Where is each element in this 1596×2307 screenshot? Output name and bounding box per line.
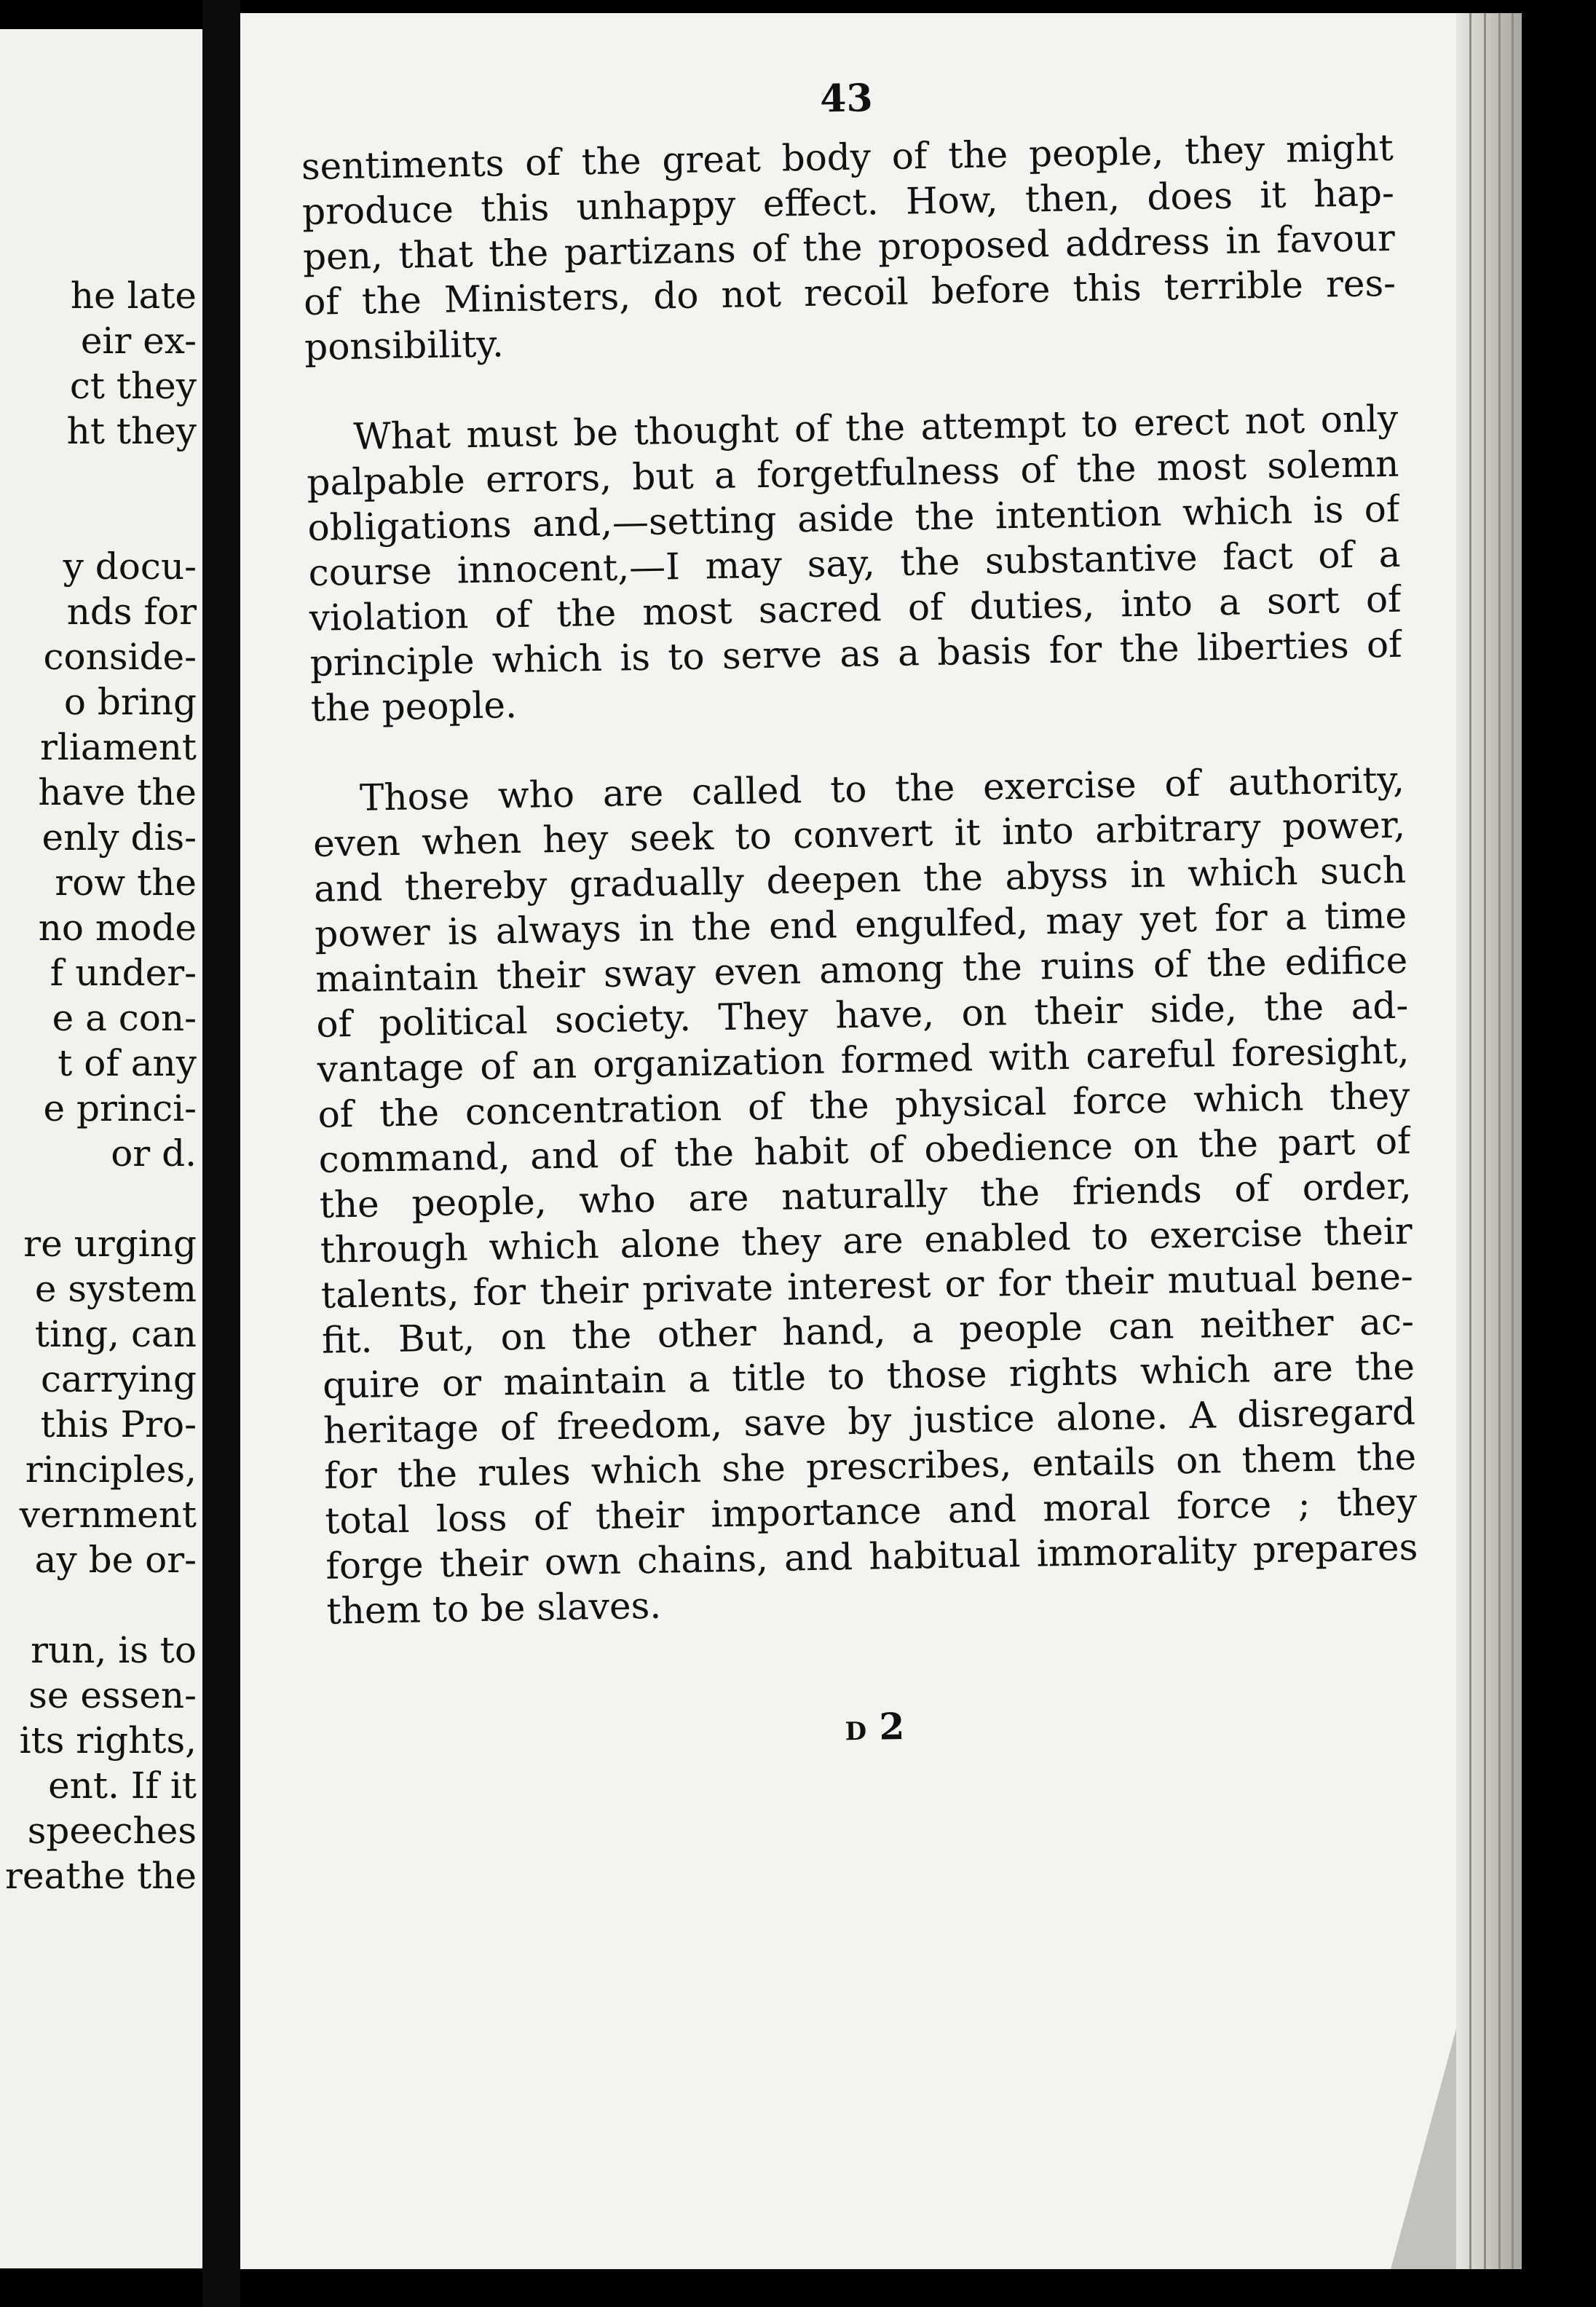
facing-page-line: row the [55,861,197,904]
facing-page-line: t of any [58,1042,197,1084]
facing-page-line: rliament [40,726,197,768]
text-line: obligations and,—setting aside the intention which is of [307,487,1400,549]
facing-page-line [0,1582,197,1628]
text-line: power is always in the end engulfed, may yet for a time [314,894,1407,955]
text-line: and thereby gradually deepen the abyss in which such [313,848,1407,910]
facing-page-line: run, is to [31,1629,197,1671]
text-line: maintain their sway even among the ruins of the edifice [315,939,1408,1001]
facing-page-line: f under- [50,952,197,994]
text-line: Those who are called to the exercise of authority, [359,758,1405,819]
text-line: What must be thought of the attempt to erect not only [352,397,1399,458]
text-line: sentiments of the great body of the people, they might [301,126,1394,188]
paragraph-1 [301,125,1396,370]
facing-page-line: re urging [23,1223,197,1265]
facing-page-line: have the [38,771,197,813]
text-line: the people. [310,683,518,730]
facing-page-line: speeches [27,1810,197,1852]
page-number: 43 [819,76,874,122]
facing-page-line: he late [70,275,197,317]
text-line: total loss of their importance and moral force ; they [324,1480,1418,1542]
facing-page-line [0,1176,197,1221]
text-line: vantage of an organization formed with careful foresight, [317,1029,1410,1091]
page-edges [1456,13,1522,2269]
facing-page-text [0,273,197,1898]
facing-page-line: no mode [38,907,197,949]
text-line: the people, who are naturally the friends of order, [319,1164,1413,1226]
facing-page [0,29,202,2268]
text-line: for the rules which she prescribes, entails on them the [323,1435,1417,1497]
paragraph-2 [306,396,1403,731]
signature-number: 2 [878,1704,905,1748]
facing-page-line: eir ex- [80,320,197,362]
facing-page-line: e princi- [43,1087,197,1129]
text-line: violation of the most sacred of duties, into a sort of [309,577,1402,639]
text-line: talents, for their private interest or for their mutual bene- [320,1255,1414,1317]
facing-page-line [0,454,197,499]
text-line: course innocent,—I may say, the substantive fact of a [308,532,1401,594]
facing-page-line: ting, can [34,1313,197,1355]
signature-letter: D [845,1716,867,1747]
text-line: quire or maintain a title to those rights which are the [322,1345,1415,1407]
text-line: pen, that the partizans of the proposed address in favour [302,216,1396,278]
facing-page-line: ent. If it [48,1764,197,1807]
page-body [300,67,1421,1759]
facing-page-line: vernment [19,1494,197,1536]
facing-page-line: e system [34,1268,197,1310]
facing-page-line: o bring [63,681,197,723]
facing-page-line: conside- [43,636,197,678]
facing-page-line: this Pro- [40,1403,197,1446]
paragraph-3 [312,757,1419,1634]
facing-page-line: ay be or- [34,1539,197,1581]
main-page [240,13,1522,2269]
text-line: through which alone they are enabled to exercise their [320,1210,1413,1271]
text-line: palpable errors, but a forgetfulness of the most solemn [307,442,1399,504]
facing-page-line: se essen- [28,1674,197,1716]
text-line: fit. But, on the other hand, a people can neither ac- [321,1300,1415,1362]
facing-page-line: rinciples, [25,1448,197,1491]
facing-page-line: enly dis- [42,816,197,859]
text-line: command, and of the habit of obedience on the part of [318,1119,1412,1181]
text-line: forge their own chains, and habitual immorality prepares [325,1526,1418,1588]
facing-page-line: carrying [40,1358,197,1400]
text-line: produce this unhappy effect. How, then, does it hap- [301,171,1395,233]
book-gutter [202,0,240,2307]
facing-page-line: nds for [66,591,197,633]
text-line: of political society. They have, on their side, the ad- [315,984,1409,1046]
text-line: them to be slaves. [326,1584,662,1633]
facing-page-line: or d. [111,1132,197,1175]
text-line: of the Ministers, do not recoil before this terrible res- [303,261,1396,323]
facing-page-line: its rights, [19,1719,197,1762]
facing-page-line: y docu- [63,545,197,588]
facing-page-line: ct they [69,365,197,407]
text-line: of the concentration of the physical force which they [317,1074,1410,1136]
facing-page-line: ht they [66,410,197,452]
facing-page-line [0,499,197,544]
facing-page-line: reathe the [5,1855,197,1897]
text-line: principle which is to serve as a basis for the liberties of [309,623,1403,685]
text-line: heritage of freedom, save by justice alone. A disregard [323,1390,1416,1452]
page-corner-shadow [1391,2029,1456,2269]
facing-page-line: e a con- [52,997,197,1039]
text-line: even when hey seek to convert it into arbitrary power, [312,803,1406,865]
text-line: ponsibility. [304,323,505,368]
signature-mark [328,1695,1421,1759]
